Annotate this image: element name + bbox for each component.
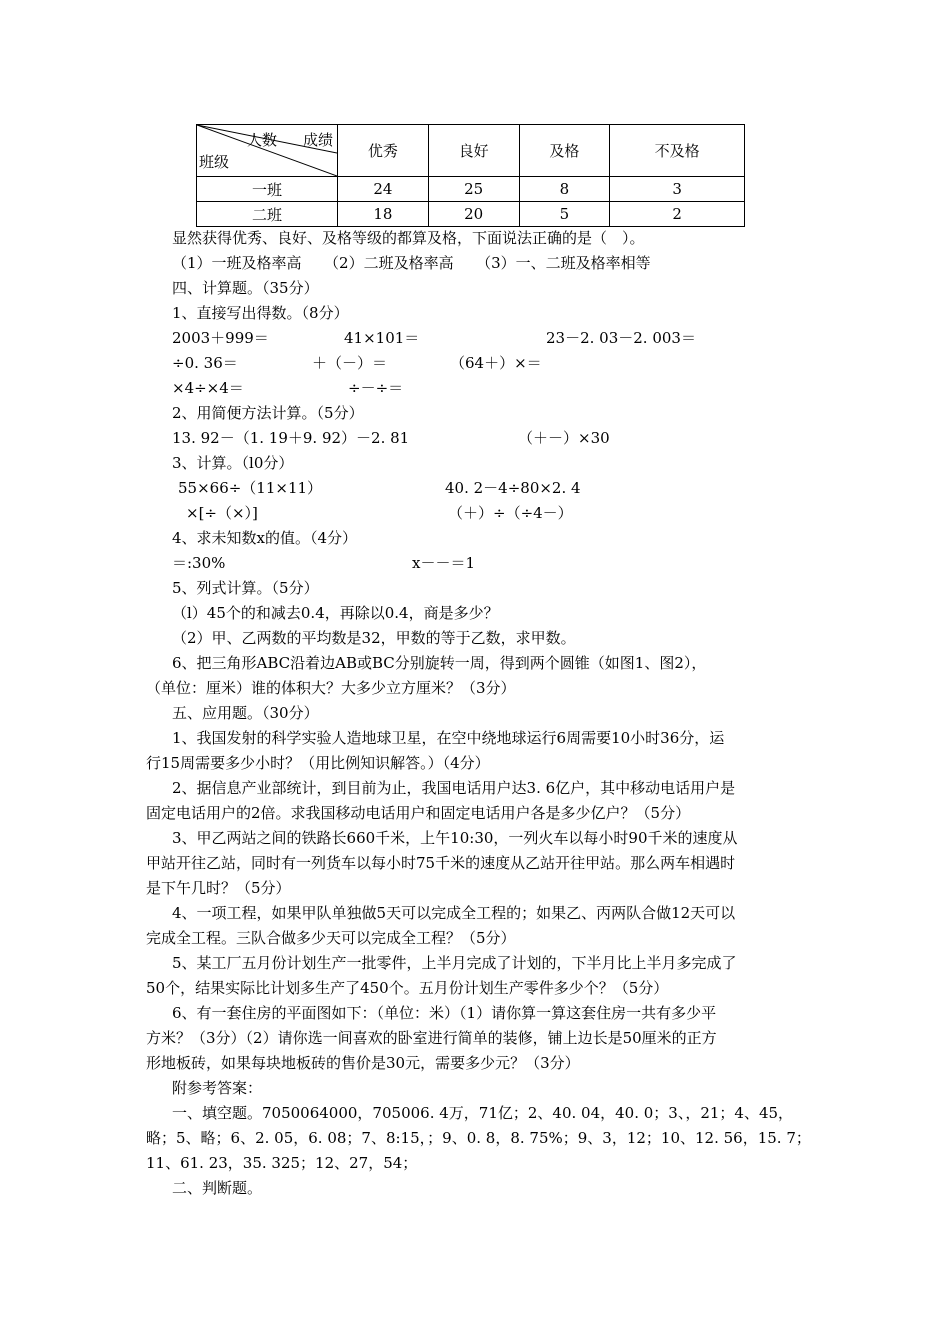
problem-text: （l）45个的和减去0.4，再除以0.4，商是多少？ bbox=[172, 604, 499, 622]
expression: ÷－÷＝ bbox=[348, 379, 404, 397]
table-cell: 2 bbox=[610, 202, 745, 227]
header-good: 良好 bbox=[428, 125, 519, 177]
table-cell: 20 bbox=[428, 202, 519, 227]
problem-text: 6、把三角形ABC沿着边AB或BC分别旋转一周，得到两个圆锥（如图1、图2）， bbox=[172, 654, 707, 672]
problem-text: （单位：厘米）谁的体积大？大多少立方厘米？（3分） bbox=[146, 679, 516, 697]
expression: 13. 92－（1. 19＋9. 92）－2. 81 bbox=[172, 429, 410, 447]
table-cell: 18 bbox=[338, 202, 429, 227]
table-cell: 3 bbox=[610, 177, 745, 202]
table-cell: 5 bbox=[519, 202, 610, 227]
expression-row-2 bbox=[172, 351, 837, 375]
expression: （＋－）×30 bbox=[518, 429, 610, 447]
problem-text: 5、某工厂五月份计划生产一批零件，上半月完成了计划的，下半月比上半月多完成了 bbox=[172, 954, 737, 972]
answer-text: 11、61. 23，35. 325；12、27，54； bbox=[146, 1154, 418, 1172]
problem-text: 2、据信息产业部统计，到目前为止，我国电话用户达3. 6亿户，其中移动电话用户是 bbox=[172, 779, 736, 797]
problem-text: 3、甲乙两站之间的铁路长660千米，上午10:30，一列火车以每小时90千米的速度从 bbox=[172, 829, 738, 847]
problem-text: 完成全工程。三队合做多少天可以完成全工程？（5分） bbox=[146, 929, 516, 947]
table-row bbox=[197, 202, 745, 227]
expression: 55×66÷（11×11） bbox=[178, 479, 323, 497]
corner-label-grade: 成绩 bbox=[302, 131, 333, 149]
expression-row-1 bbox=[172, 326, 837, 350]
section-4-3-title: 3、计算。（l0分） bbox=[172, 454, 294, 472]
header-pass: 及格 bbox=[519, 125, 610, 177]
header-fail: 不及格 bbox=[610, 125, 745, 177]
problem-text: 6、有一套住房的平面图如下：（单位：米）（1）请你算一算这套住房一共有多少平 bbox=[172, 1004, 717, 1022]
answer-text: 二、判断题。 bbox=[172, 1179, 263, 1197]
section-4-1-title: 1、直接写出得数。（8分） bbox=[172, 304, 349, 322]
expression: 23－2. 03－2. 003＝ bbox=[546, 329, 696, 347]
section-4-5-title: 5、列式计算。（5分） bbox=[172, 579, 319, 597]
problem-text: 4、一项工程，如果甲队单独做5天可以完成全工程的；如果乙、丙两队合做12天可以 bbox=[172, 904, 736, 922]
problem-text: 行15周需要多少小时？（用比例知识解答。）（4分） bbox=[146, 754, 490, 772]
table-row bbox=[197, 177, 745, 202]
section-4-2-title: 2、用简便方法计算。（5分） bbox=[172, 404, 364, 422]
expression: （64＋）×＝ bbox=[450, 354, 542, 372]
table-cell: 8 bbox=[519, 177, 610, 202]
expression: 40. 2－4÷80×2. 4 bbox=[445, 479, 581, 497]
table-cell: 24 bbox=[338, 177, 429, 202]
expression: ×[÷（×）] bbox=[186, 504, 258, 522]
corner-label-class: 班级 bbox=[199, 153, 230, 171]
expression: ＝:30% bbox=[172, 554, 226, 572]
question-intro: 显然获得优秀、良好、及格等级的都算及格，下面说法正确的是（ ）。 bbox=[172, 229, 645, 247]
problem-text: （2）甲、乙两数的平均数是32，甲数的等于乙数，求甲数。 bbox=[172, 629, 576, 647]
problem-text: 形地板砖，如果每块地板砖的售价是30元，需要多少元？（3分） bbox=[146, 1054, 580, 1072]
expression-row-6 bbox=[186, 501, 851, 525]
header-excellent: 优秀 bbox=[338, 125, 429, 177]
section-4-title: 四、计算题。（35分） bbox=[172, 279, 319, 297]
answers-title: 附参考答案： bbox=[172, 1079, 263, 1097]
expression-row-5 bbox=[178, 476, 843, 500]
expression: x－－＝1 bbox=[412, 554, 476, 572]
diagonal-header-cell bbox=[197, 125, 338, 177]
answer-text: 略；5、略；6、2. 05，6. 08；7、8:15，；9、0. 8，8. 75%；9、3，12；10、12. 56，15. 7； bbox=[146, 1129, 811, 1147]
problem-text: 是下午几时？（5分） bbox=[146, 879, 291, 897]
expression: 41×101＝ bbox=[344, 329, 420, 347]
expression-row-3 bbox=[172, 376, 837, 400]
expression-row-7 bbox=[172, 551, 837, 575]
problem-text: 50个，结果实际比计划多生产了450个。五月份计划生产零件多少个？（5分） bbox=[146, 979, 669, 997]
section-5-title: 五、应用题。（30分） bbox=[172, 704, 319, 722]
expression: （＋）÷（÷4－） bbox=[448, 504, 573, 522]
problem-text: 固定电话用户的2倍。求我国移动电话用户和固定电话用户各是多少亿户？（5分） bbox=[146, 804, 691, 822]
expression-row-4 bbox=[172, 426, 837, 450]
table-header-row bbox=[197, 125, 745, 177]
expression: ÷0. 36＝ bbox=[172, 354, 238, 372]
problem-text: 方米？（3分）（2）请你选一间喜欢的卧室进行简单的装修，铺上边长是50厘米的正方 bbox=[146, 1029, 717, 1047]
answer-text: 一、填空题。7050064000，705006. 4万，71亿；2、40. 04，40. 0；3、，21；4、45， bbox=[172, 1104, 794, 1122]
corner-label-count: 人数 bbox=[247, 131, 278, 149]
problem-text: 1、我国发射的科学实验人造地球卫星，在空中绕地球运行6周需要10小时36分，运 bbox=[172, 729, 725, 747]
expression: ＋（－）＝ bbox=[312, 354, 388, 372]
row-label: 一班 bbox=[197, 177, 338, 202]
table-cell: 25 bbox=[428, 177, 519, 202]
question-options: （1）一班及格率高 （2）二班及格率高 （3）一、二班及格率相等 bbox=[172, 254, 651, 272]
expression: 2003＋999＝ bbox=[172, 329, 269, 347]
expression: ×4÷×4＝ bbox=[172, 379, 244, 397]
problem-text: 甲站开往乙站，同时有一列货车以每小时75千米的速度从乙站开往甲站。那么两车相遇时 bbox=[146, 854, 736, 872]
grade-table bbox=[196, 124, 745, 227]
row-label: 二班 bbox=[197, 202, 338, 227]
section-4-4-title: 4、求未知数x的值。（4分） bbox=[172, 529, 358, 547]
